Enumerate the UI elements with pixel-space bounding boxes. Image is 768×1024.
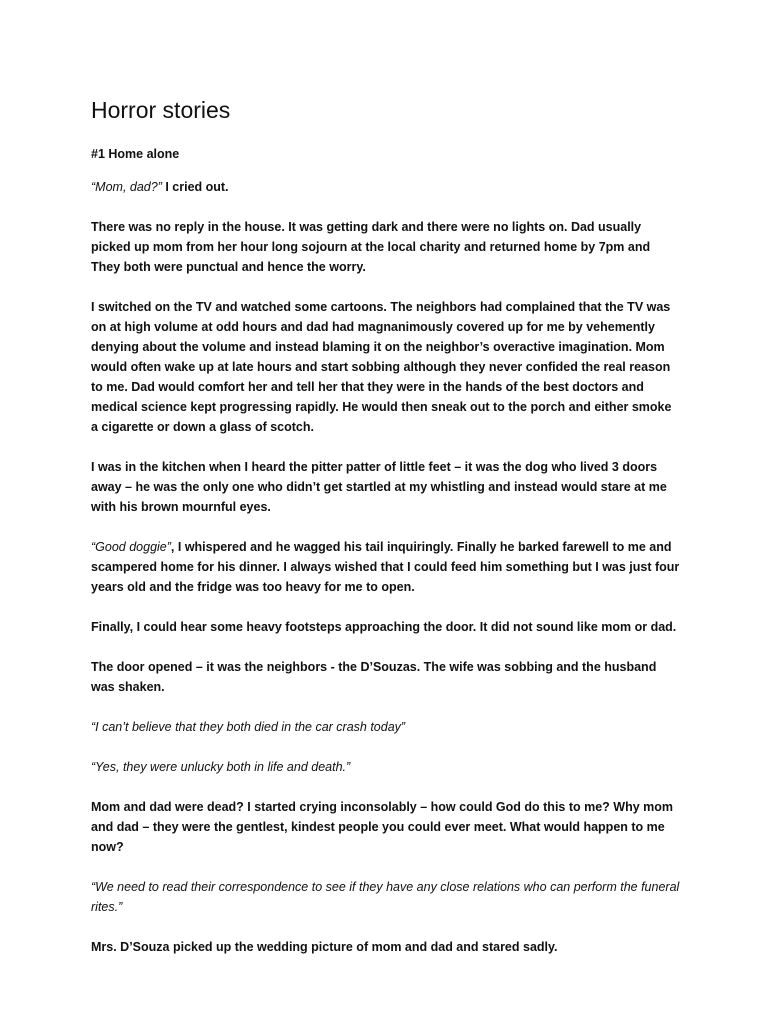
paragraph-1 (91, 177, 681, 197)
paragraph-5-quote: “Good doggie” (91, 540, 171, 554)
story-heading: #1 Home alone (91, 147, 180, 161)
paragraph-5-text: , I whispered and he wagged his tail inquiringly. Finally he barked farewell to me and scampered home for his dinner. I always wished that I could feed him something but I was just four years old and the fridge was too heavy for me to open. (91, 540, 680, 594)
paragraph-5 (91, 537, 681, 597)
paragraph-11-dialogue: “We need to read their correspondence to see if they have any close relations who can perform the funeral rites.” (91, 880, 680, 914)
paragraph-1-text: I cried out. (161, 180, 229, 194)
document-page (91, 94, 681, 977)
paragraph-1-quote: “Mom, dad?” (91, 180, 162, 194)
paragraph-4: I was in the kitchen when I heard the pitter patter of little feet – it was the dog who lived 3 doors away – he was the only one who didn’t get startled at my whistling and instead would stare at me with his brown mournful eyes. (91, 460, 667, 514)
paragraph-6: Finally, I could hear some heavy footsteps approaching the door. It did not sound like mom or dad. (91, 620, 677, 634)
paragraph-8-dialogue: “I can’t believe that they both died in the car crash today” (91, 720, 406, 734)
paragraph-2: There was no reply in the house. It was getting dark and there were no lights on. Dad usually picked up mom from her hour long sojourn at the local charity and returned home by 7pm and They both were punctual and hence the worry. (91, 220, 651, 274)
paragraph-10: Mom and dad were dead? I started crying inconsolably – how could God do this to me? Why mom and dad – they were the gentlest, kindest people you could ever meet. What would happen to me now? (91, 800, 674, 854)
paragraph-9-dialogue: “Yes, they were unlucky both in life and death.” (91, 760, 351, 774)
paragraph-7: The door opened – it was the neighbors - the D’Souzas. The wife was sobbing and the husband was shaken. (91, 660, 657, 694)
document-title: Horror stories (91, 97, 231, 123)
paragraph-12: Mrs. D’Souza picked up the wedding picture of mom and dad and stared sadly. (91, 940, 558, 954)
paragraph-3: I switched on the TV and watched some cartoons. The neighbors had complained that the TV was on at high volume at odd hours and dad had magnanimously covered up for me by vehemently denying about the volume and instead blaming it on the neighbor’s overactive imagination. Mom would often wake up at late hours and start sobbing although they never confided the real reason to me. Dad would comfort her and tell her that they were in the hands of the best doctors and medical science kept progressing rapidly. He would then sneak out to the porch and either smoke a cigarette or down a glass of scotch. (91, 300, 672, 434)
